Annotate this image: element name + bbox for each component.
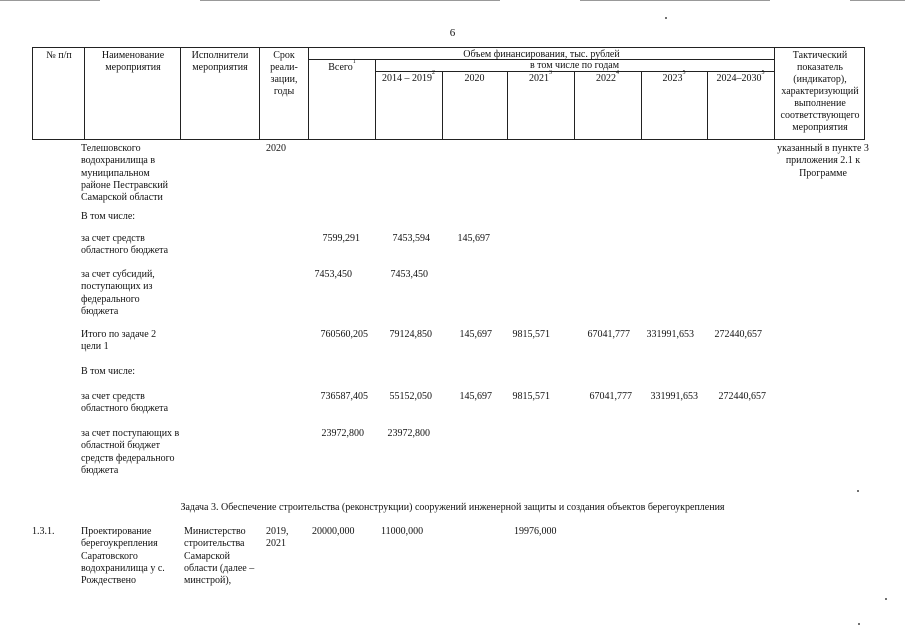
cell-2023: 331991,653 xyxy=(650,391,698,402)
cell-2020: 145,697 xyxy=(459,391,492,402)
cell-total: 23972,800 xyxy=(321,428,364,439)
item-number: 1.3.1. xyxy=(32,526,55,537)
cell-total: 760560,205 xyxy=(320,329,368,340)
row-label: за счет поступающих в областной бюджет средств федерального бюджета xyxy=(81,428,180,476)
page-edge-line xyxy=(580,0,770,1)
header-year-label: 2014 – 2019 xyxy=(382,73,432,84)
item-term: 2019, 2021 xyxy=(266,526,289,550)
cell-2014-2019: 23972,800 xyxy=(387,428,430,439)
header-col-executors: Исполнители мероприятия xyxy=(191,50,249,73)
header-year-label: 2023 xyxy=(662,73,683,84)
header-col-by-years: в том числе по годам xyxy=(529,60,620,71)
cell-total: 7599,291 xyxy=(322,233,360,244)
cell-total: 736587,405 xyxy=(320,391,368,402)
scan-speck xyxy=(665,17,667,19)
header-col-funding: Объем финансирования, тыс. рублей xyxy=(463,49,620,60)
cell-total: 7453,450 xyxy=(314,269,352,280)
item-total: 20000,000 xyxy=(312,526,355,537)
header-year-label: 2024–2030 xyxy=(716,73,762,84)
row-label: Итого по задаче 2 цели 1 xyxy=(81,329,157,353)
header-col-name: Наименование мероприятия xyxy=(101,50,165,73)
cell-2014-2019: 7453,594 xyxy=(392,233,430,244)
header-total-sup: 1 xyxy=(352,59,356,65)
header-total-label: Всего xyxy=(328,62,353,73)
header-year xyxy=(375,70,442,85)
page-edge-line xyxy=(850,0,905,1)
header-year xyxy=(641,70,707,85)
row-term: 2020 xyxy=(266,143,286,154)
cell-2021: 9815,571 xyxy=(512,391,550,402)
header-col-total xyxy=(309,59,375,74)
cell-2022: 67041,777 xyxy=(589,391,632,402)
cell-2014-2019: 79124,850 xyxy=(389,329,432,340)
header-col-no: № п/п xyxy=(46,50,72,61)
cell-2014-2019: 55152,050 xyxy=(389,391,432,402)
cell-2022: 67041,777 xyxy=(587,329,630,340)
header-year-sup: 5 xyxy=(761,70,765,76)
item-executors: Министерство строительства Самарской области (далее – минстрой), xyxy=(184,526,255,587)
cell-2020: 145,697 xyxy=(459,329,492,340)
row-label: за счет средств областного бюджета xyxy=(81,391,169,415)
row-label: за счет субсидий, поступающих из федерального бюджета xyxy=(81,269,155,317)
header-year-label: 2021 xyxy=(529,73,549,84)
scan-speck xyxy=(885,598,887,600)
header-year xyxy=(707,70,774,85)
item-name: Проектирование берегоукрепления Саратовского водохранилища у с. Рождествено xyxy=(81,526,165,587)
header-year-sup: 5 xyxy=(682,70,686,76)
page-edge-line xyxy=(200,0,500,1)
row-label: В том числе: xyxy=(81,211,136,222)
header-col-indicator: Тактический показатель (индикатор), характеризующий выполнение соответствующего мероприятия xyxy=(780,50,860,133)
cell-2024-2030: 272440,657 xyxy=(714,329,762,340)
cell-2021: 9815,571 xyxy=(512,329,550,340)
header-year xyxy=(507,70,574,85)
table-header xyxy=(32,47,865,140)
scan-speck xyxy=(857,490,859,492)
row-label: за счет средств областного бюджета xyxy=(81,233,169,257)
cell-2024-2030: 272440,657 xyxy=(718,391,766,402)
cell-2014-2019: 7453,450 xyxy=(390,269,428,280)
header-year xyxy=(442,73,507,85)
header-year-sup: 4 xyxy=(616,70,619,76)
item-2014-2019: 11000,000 xyxy=(381,526,424,537)
page-number: 6 xyxy=(449,27,456,39)
cell-2023: 331991,653 xyxy=(646,329,694,340)
header-year-label: 2020 xyxy=(464,73,485,84)
header-year-sup: 3 xyxy=(549,70,552,76)
item-2021: 19976,000 xyxy=(514,526,557,537)
header-year-label: 2022 xyxy=(596,73,616,84)
scan-speck xyxy=(858,623,860,625)
task-title: Задача 3. Обеспечение строительства (реконструкции) сооружений инженерной защиты и создания объектов берегоукрепления xyxy=(180,502,725,513)
page-edge-line xyxy=(0,0,100,1)
row-label: В том числе: xyxy=(81,366,136,377)
row-name: Телешовского водохранилища в муниципальном районе Пестравский Самарской области xyxy=(81,143,169,204)
row-indicator: указанный в пункте 3 приложения 2.1 к Программе xyxy=(777,143,869,179)
header-year xyxy=(574,70,641,85)
header-year-sup: 2 xyxy=(432,70,435,76)
header-col-term: Срок реали-зации, годы xyxy=(270,50,298,97)
cell-2020: 145,697 xyxy=(457,233,490,244)
